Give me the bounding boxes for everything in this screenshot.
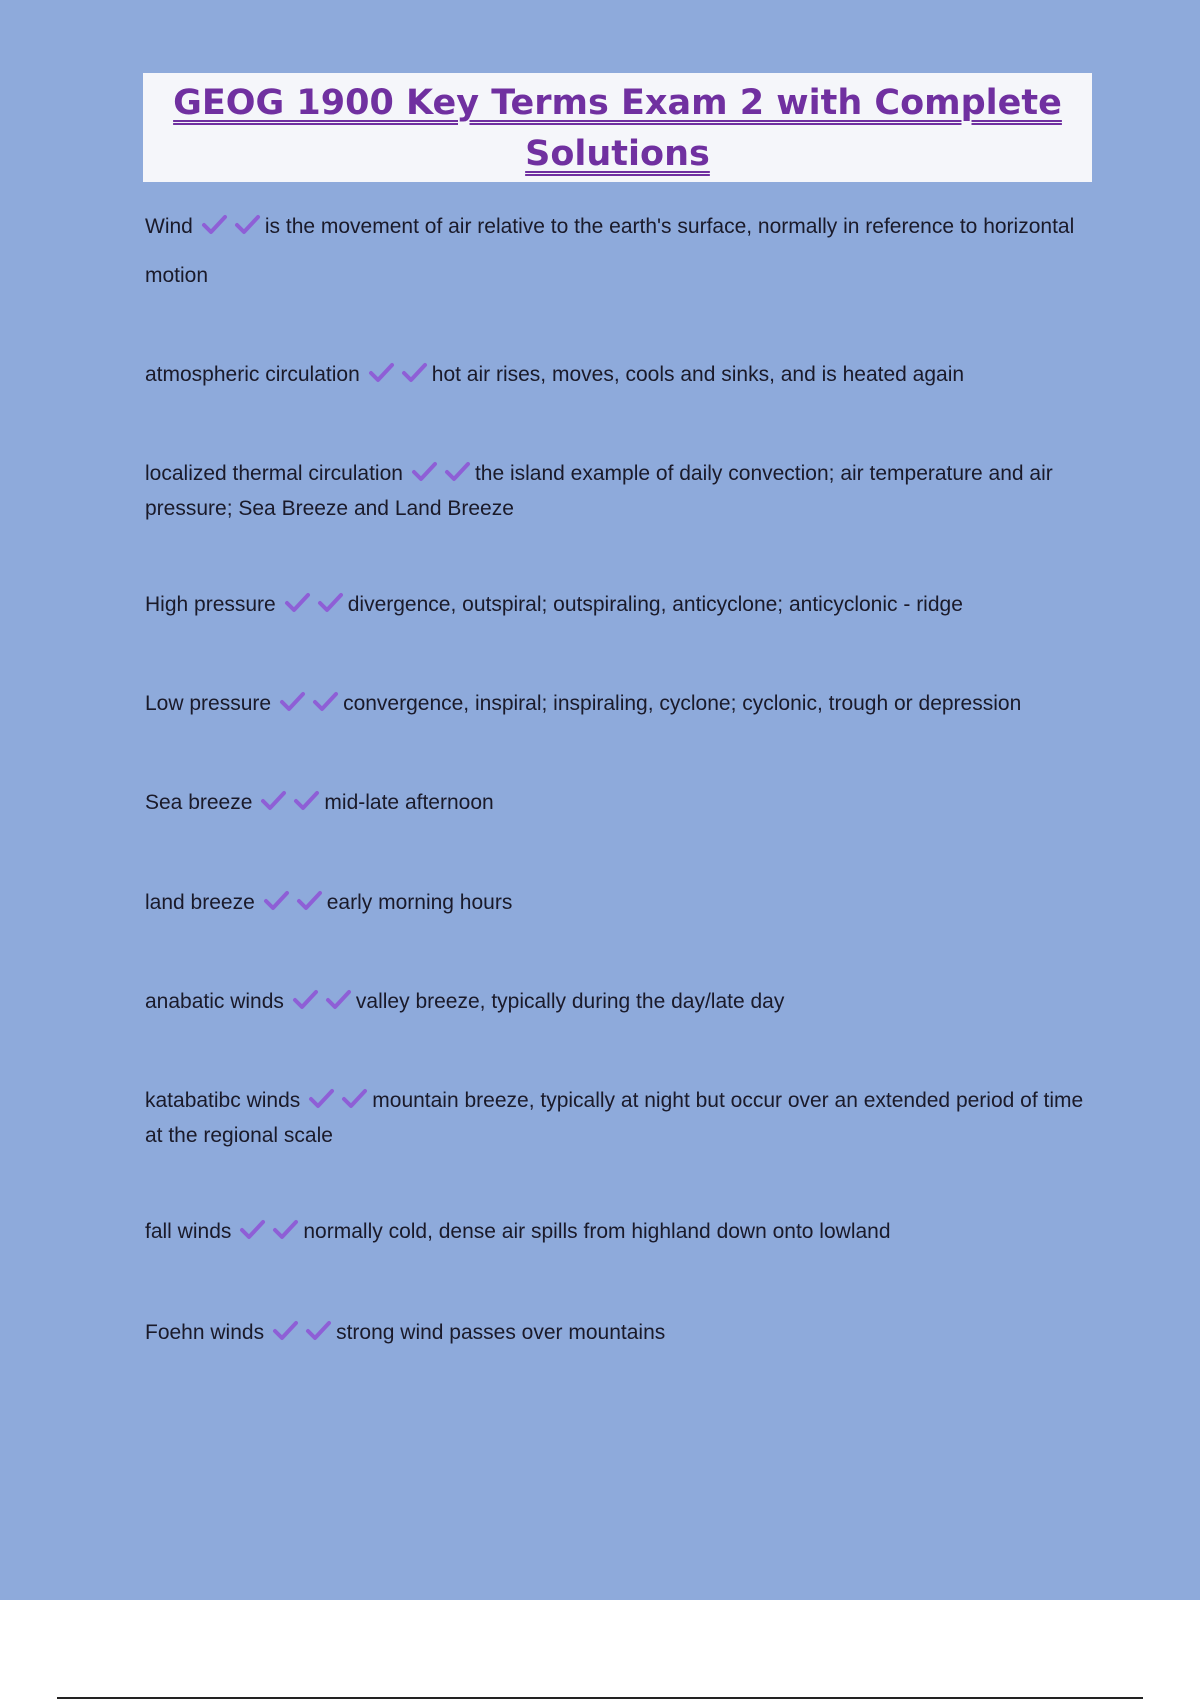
term-entry-sea-breeze xyxy=(145,787,1090,822)
term-definition: hot air rises, moves, cools and sinks, and is heated again xyxy=(431,363,965,386)
check-icon xyxy=(341,1088,368,1110)
check-icon xyxy=(308,1088,335,1110)
term-entry-low-pressure xyxy=(145,688,1090,723)
term-entry-wind xyxy=(145,204,1090,299)
check-icon xyxy=(284,592,311,614)
check-icon xyxy=(444,461,471,483)
term-definition: strong wind passes over mountains xyxy=(336,1321,666,1344)
check-icon xyxy=(234,214,261,236)
term-label: Sea breeze xyxy=(145,791,253,814)
check-icon xyxy=(272,1219,299,1241)
term-label: Foehn winds xyxy=(145,1321,265,1344)
footer-divider xyxy=(57,1697,1143,1699)
check-icon xyxy=(305,1320,332,1342)
check-icon xyxy=(368,362,395,384)
check-icon xyxy=(401,362,428,384)
check-icon xyxy=(293,790,320,812)
term-label: atmospheric circulation xyxy=(145,363,360,386)
checkmarks xyxy=(201,207,261,253)
checkmarks xyxy=(411,461,471,493)
check-icon xyxy=(325,989,352,1011)
checkmarks xyxy=(308,1088,368,1120)
checkmarks xyxy=(292,989,352,1021)
check-icon xyxy=(292,989,319,1011)
term-label: High pressure xyxy=(145,593,276,616)
term-definition: early morning hours xyxy=(326,891,513,914)
document-title-line-2: Solutions xyxy=(525,134,710,174)
checkmarks xyxy=(279,691,339,723)
term-label: Wind xyxy=(145,215,193,238)
term-definition: normally cold, dense air spills from highland down onto lowland xyxy=(303,1220,891,1243)
term-entry-foehn-winds xyxy=(145,1317,1090,1352)
check-icon xyxy=(317,592,344,614)
term-entry-atmospheric-circulation xyxy=(145,359,1090,394)
term-definition: mid-late afternoon xyxy=(324,791,494,814)
term-definition: convergence, inspiral; inspiraling, cyclone; cyclonic, trough or depression xyxy=(343,692,1022,715)
term-label: anabatic winds xyxy=(145,990,284,1013)
title-banner xyxy=(143,73,1092,182)
term-entry-fall-winds xyxy=(145,1216,1090,1251)
check-icon xyxy=(239,1219,266,1241)
check-icon xyxy=(201,214,228,236)
document-title-line-1: GEOG 1900 Key Terms Exam 2 with Complete xyxy=(173,83,1062,123)
check-icon xyxy=(260,790,287,812)
check-icon xyxy=(279,691,306,713)
term-definition: is the movement of air relative to the earth's surface, normally in reference to horizontal motion xyxy=(145,215,1081,287)
term-definition: mountain breeze, typically at night but occur over an extended period of time at the regional scale xyxy=(145,1089,1090,1147)
check-icon xyxy=(411,461,438,483)
term-definition: valley breeze, typically during the day/late day xyxy=(355,990,785,1013)
checkmarks xyxy=(263,890,323,922)
term-entry-anabatic-winds xyxy=(145,986,1090,1021)
checkmarks xyxy=(272,1320,332,1352)
checkmarks xyxy=(368,362,428,394)
term-label: fall winds xyxy=(145,1220,232,1243)
term-label: land breeze xyxy=(145,891,255,914)
check-icon xyxy=(263,890,290,912)
term-label: Low pressure xyxy=(145,692,272,715)
checkmarks xyxy=(284,592,344,624)
term-entry-katabatic-winds xyxy=(145,1085,1090,1152)
check-icon xyxy=(272,1320,299,1342)
term-definition: the island example of daily convection; air temperature and air pressure; Sea Breeze and Land Breeze xyxy=(145,462,1059,520)
term-entry-localized-thermal-circulation xyxy=(145,458,1090,525)
term-label: localized thermal circulation xyxy=(145,462,403,485)
checkmarks xyxy=(239,1219,299,1251)
term-definition: divergence, outspiral; outspiraling, anticyclone; anticyclonic - ridge xyxy=(347,593,963,616)
checkmarks xyxy=(260,790,320,822)
check-icon xyxy=(312,691,339,713)
term-entry-land-breeze xyxy=(145,887,1090,922)
term-entry-high-pressure xyxy=(145,589,1090,624)
check-icon xyxy=(296,890,323,912)
term-label: katabatibc winds xyxy=(145,1089,301,1112)
